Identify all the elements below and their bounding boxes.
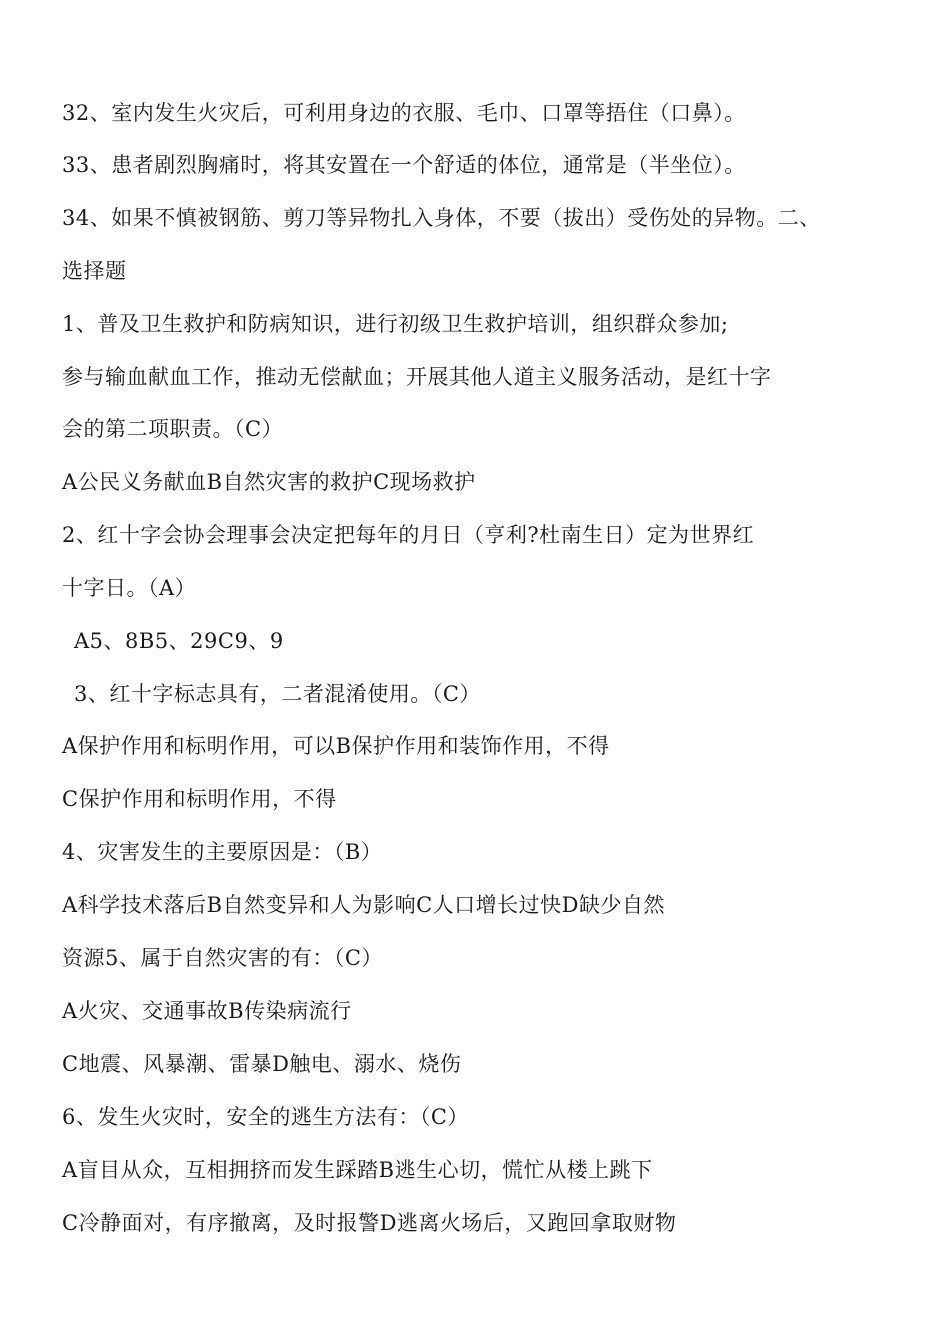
text-line-mc2: 2、红十字会协会理事会决定把每年的月日（亨利?杜南生日）定为世界红	[62, 523, 755, 547]
text-line-q33: 33、患者剧烈胸痛时，将其安置在一个舒适的体位，通常是（半坐位）。	[62, 153, 746, 177]
options-line-mc1: A公民义务献血B自然灾害的救护C现场救护	[62, 470, 476, 494]
text-line-mc4: 4、灾害发生的主要原因是：（B）	[62, 840, 383, 864]
text-line-mc6: 6、发生火灾时，安全的逃生方法有：（C）	[62, 1105, 469, 1129]
options-line-mc3-a: A保护作用和标明作用，可以B保护作用和装饰作用，不得	[62, 734, 610, 758]
options-line-mc3-c: C保护作用和标明作用，不得	[62, 787, 337, 811]
options-line-mc5-a: A火灾、交通事故B传染病流行	[62, 999, 352, 1023]
options-line-mc4: A科学技术落后B自然变异和人为影响C人口增长过快D缺少自然	[62, 893, 666, 917]
text-line-q34: 34、如果不慎被钢筋、剪刀等异物扎入身体，不要（拔出）受伤处的异物。二、	[62, 206, 821, 230]
text-line-mc3: 3、红十字标志具有，二者混淆使用。（C）	[74, 682, 481, 706]
options-line-mc2: A5、8B5、29C9、9	[74, 629, 284, 653]
text-line-mc2-cont: 十字日。（A）	[62, 576, 197, 600]
options-line-mc6-a: A盲目从众，互相拥挤而发生踩踏B逃生心切，慌忙从楼上跳下	[62, 1158, 653, 1182]
section-heading: 选择题	[62, 259, 127, 283]
text-line-mc1: 1、普及卫生救护和防病知识，进行初级卫生救护培训，组织群众参加;	[62, 312, 729, 336]
text-line-mc1-cont2: 会的第二项职责。（C）	[62, 417, 284, 441]
text-line-mc5: 资源5、属于自然灾害的有：（C）	[62, 946, 383, 970]
options-line-mc6-c: C冷静面对，有序撤离，及时报警D逃离火场后，又跑回拿取财物	[62, 1211, 677, 1235]
text-line-q32: 32、室内发生火灾后，可利用身边的衣服、毛巾、口罩等捂住（口鼻）。	[62, 101, 746, 125]
options-line-mc5-c: C地震、风暴潮、雷暴D触电、溺水、烧伤	[62, 1052, 462, 1076]
text-line-mc1-cont: 参与输血献血工作，推动无偿献血；开展其他人道主义服务活动，是红十字	[62, 365, 772, 389]
